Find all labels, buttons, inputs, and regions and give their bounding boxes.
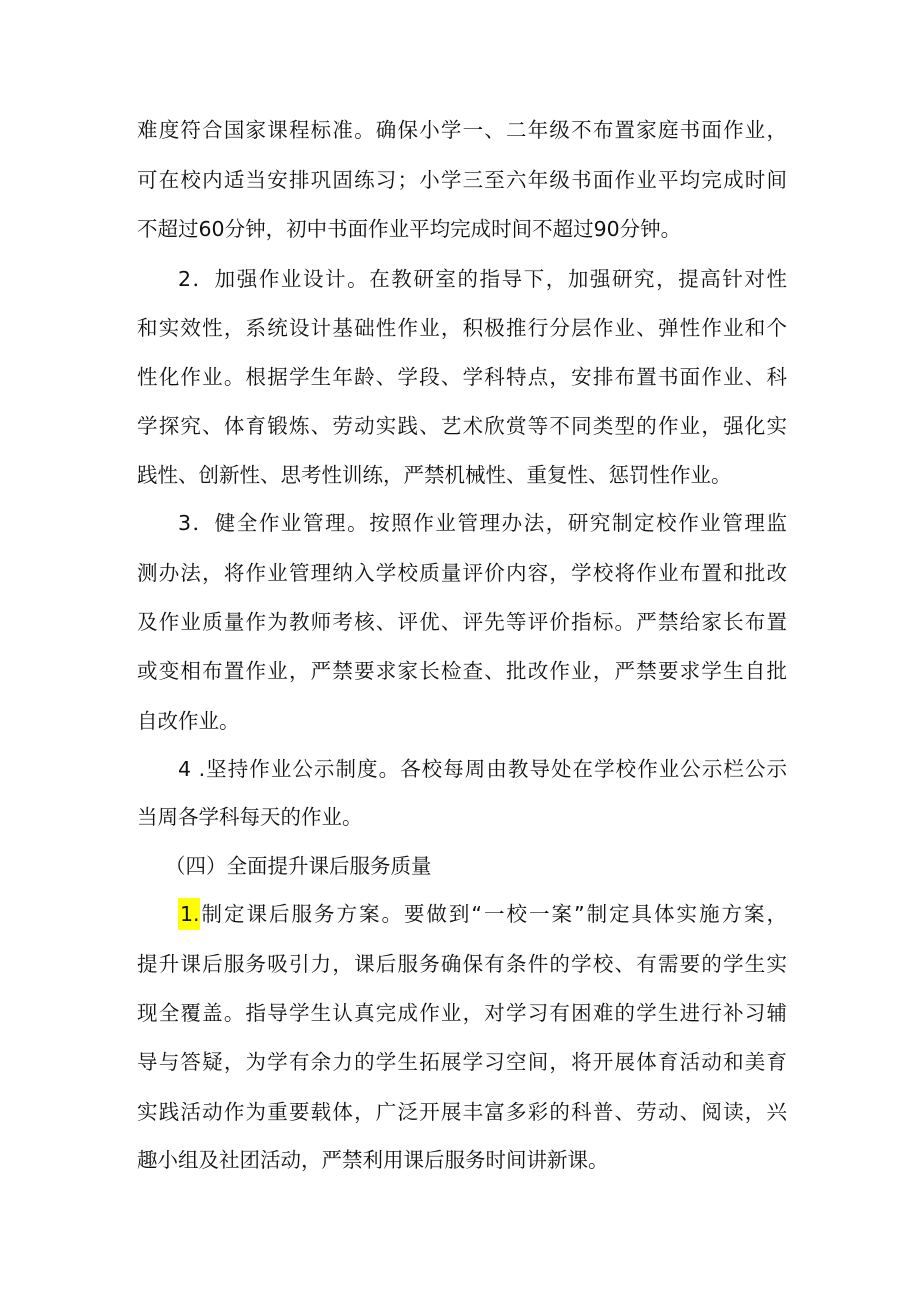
paragraph-line: 难度符合国家课程标准。确保小学一、二年级不布置家庭书面作业， bbox=[137, 118, 787, 142]
paragraph-line: 提升课后服务吸引力，课后服务确保有条件的学校、有需要的学生实 bbox=[137, 952, 787, 976]
paragraph-line: 3．健全作业管理。按照作业管理办法，研究制定校作业管理监 bbox=[178, 511, 787, 535]
paragraph-line: 及作业质量作为教师考核、评优、评先等评价指标。严禁给家长布置 bbox=[137, 610, 787, 634]
paragraph-line: 现全覆盖。指导学生认真完成作业，对学习有困难的学生进行补习辅 bbox=[137, 1001, 787, 1025]
paragraph-line: 趣小组及社团活动，严禁利用课后服务时间讲新课。 bbox=[137, 1148, 609, 1172]
paragraph-line: 和实效性，系统设计基础性作业，积极推行分层作业、弹性作业和个 bbox=[137, 316, 787, 340]
paragraph-line: 性化作业。根据学生年龄、学段、学科特点，安排布置书面作业、科 bbox=[137, 365, 787, 389]
paragraph-line bbox=[178, 894, 787, 934]
section-heading: （四）全面提升课后服务质量 bbox=[165, 854, 432, 878]
paragraph-line: 当周各学科每天的作业。 bbox=[137, 805, 363, 829]
paragraph-line: 4 .坚持作业公示制度。各校每周由教导处在学校作业公示栏公示 bbox=[178, 757, 787, 781]
paragraph-line: 可在校内适当安排巩固练习；小学三至六年级书面作业平均完成时间 bbox=[137, 168, 787, 192]
paragraph-line: 或变相布置作业，严禁要求家长检查、批改作业，严禁要求学生自批 bbox=[137, 659, 787, 683]
paragraph-line: 不超过60分钟，初中书面作业平均完成时间不超过90分钟。 bbox=[137, 217, 682, 241]
paragraph-line: 学探究、体育锻炼、劳动实践、艺术欣赏等不同类型的作业，强化实 bbox=[137, 414, 787, 438]
paragraph-line: 导与答疑，为学有余力的学生拓展学习空间，将开展体育活动和美育 bbox=[137, 1050, 787, 1074]
paragraph-line: 践性、创新性、思考性训练，严禁机械性、重复性、惩罚性作业。 bbox=[137, 463, 732, 487]
paragraph-line: 自改作业。 bbox=[137, 709, 240, 733]
paragraph-text: 制定课后服务方案。要做到“一校一案”制定具体实施方案， bbox=[199, 902, 787, 926]
paragraph-line: 实践活动作为重要载体，广泛开展丰富多彩的科普、劳动、阅读，兴 bbox=[137, 1100, 787, 1124]
highlighted-number: 1. bbox=[178, 898, 200, 930]
paragraph-line: 测办法，将作业管理纳入学校质量评价内容，学校将作业布置和批改 bbox=[137, 561, 787, 585]
paragraph-line: 2．加强作业设计。在教研室的指导下，加强研究，提高针对性 bbox=[178, 267, 787, 291]
